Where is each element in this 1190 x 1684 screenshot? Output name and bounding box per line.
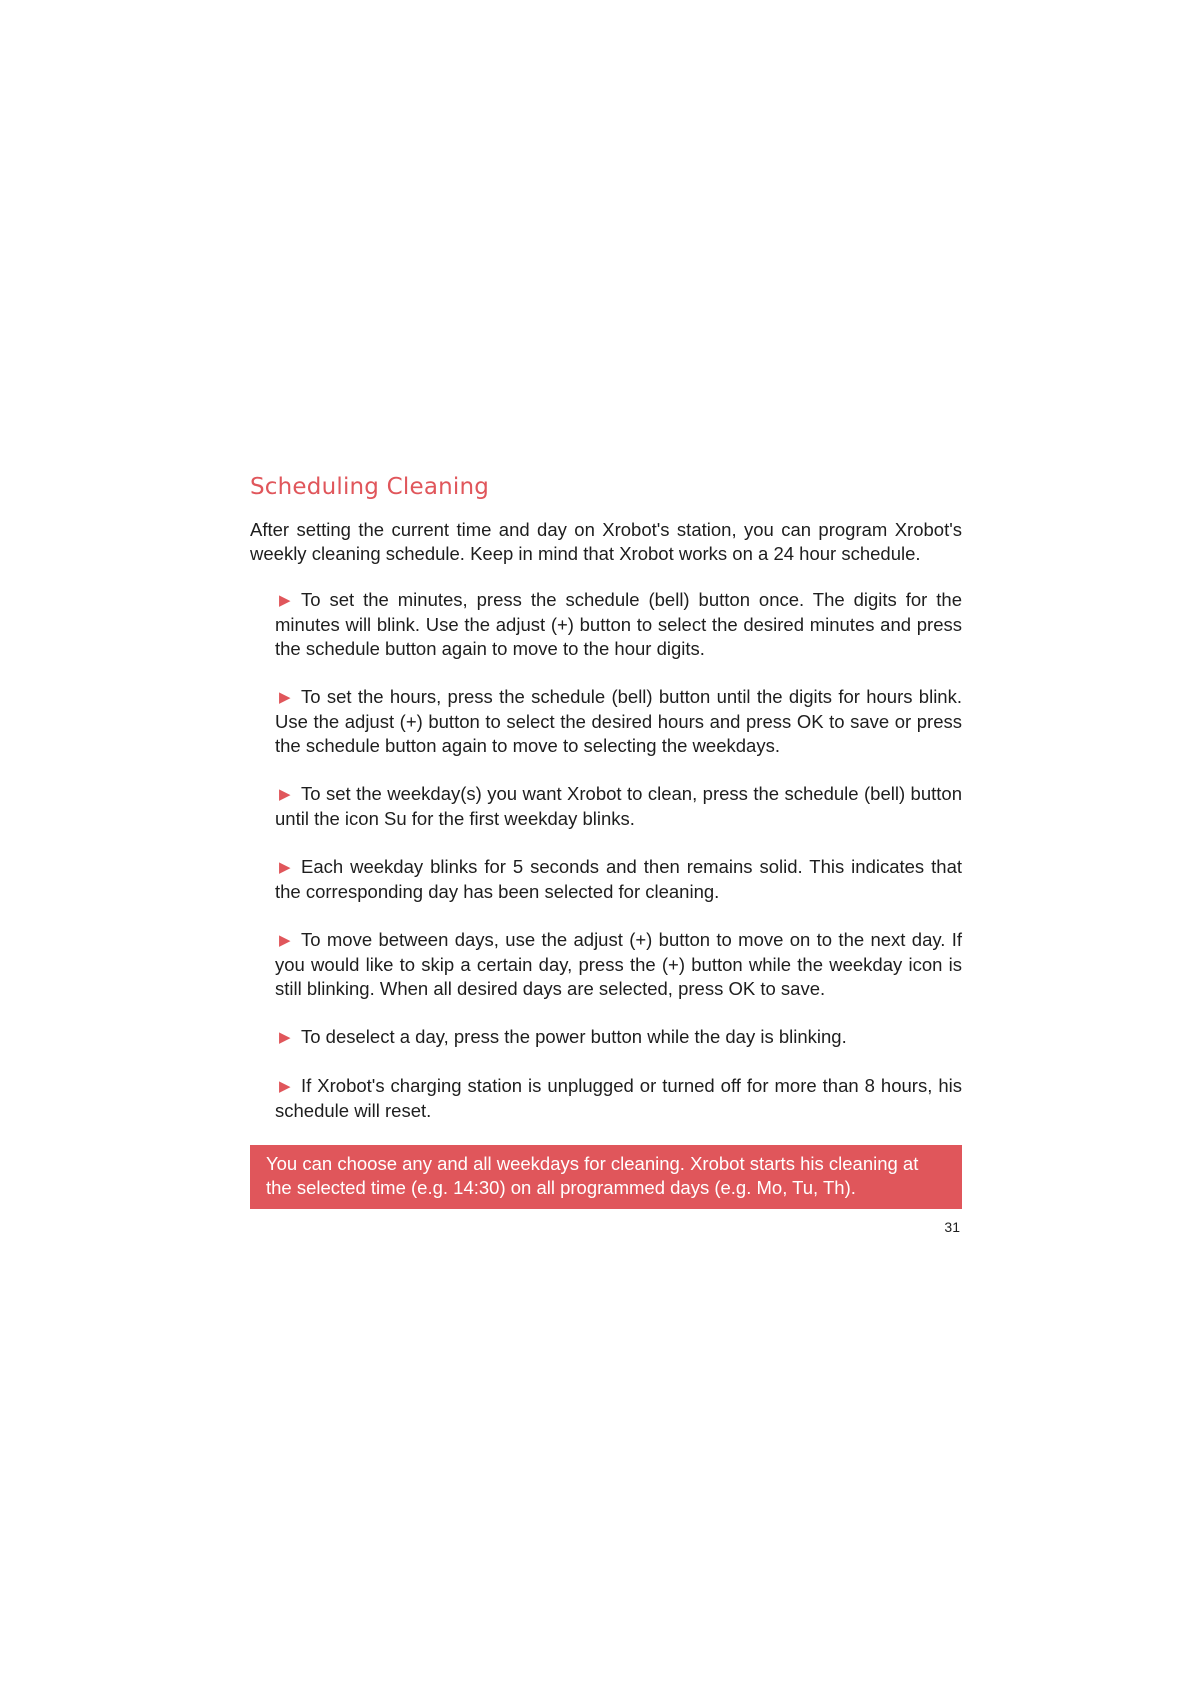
list-item <box>275 855 962 904</box>
step-text: To move between days, use the adjust (+) button to move on to the next day. If you would like to skip a certain day, press the (+) button while the weekday icon is still blinking. When all desired days are selected, press OK to save. <box>275 929 962 999</box>
page-number: 31 <box>944 1219 960 1235</box>
list-item <box>275 928 962 1001</box>
step-text: To deselect a day, press the power button while the day is blinking. <box>301 1026 847 1047</box>
list-item <box>275 782 962 831</box>
triangle-right-icon: ▶ <box>279 859 291 876</box>
section-heading: Scheduling Cleaning <box>250 474 490 500</box>
step-text: Each weekday blinks for 5 seconds and then remains solid. This indicates that the corresponding day has been selected for cleaning. <box>275 856 962 902</box>
step-text: If Xrobot's charging station is unplugged or turned off for more than 8 hours, his schedule will reset. <box>275 1075 962 1121</box>
triangle-right-icon: ▶ <box>279 1029 291 1046</box>
triangle-right-icon: ▶ <box>279 592 291 609</box>
list-item <box>275 1025 962 1050</box>
list-item <box>275 685 962 758</box>
step-text: To set the hours, press the schedule (bell) button until the digits for hours blink. Use the adjust (+) button to select the desired hours and press OK to save or press the schedule button again to move to selecting the weekdays. <box>275 686 962 756</box>
triangle-right-icon: ▶ <box>279 932 291 949</box>
triangle-right-icon: ▶ <box>279 786 291 803</box>
triangle-right-icon: ▶ <box>279 689 291 706</box>
triangle-right-icon: ▶ <box>279 1078 291 1095</box>
step-text: To set the weekday(s) you want Xrobot to clean, press the schedule (bell) button until the icon Su for the first weekday blinks. <box>275 783 962 829</box>
note-box: You can choose any and all weekdays for cleaning. Xrobot starts his cleaning at the selected time (e.g. 14:30) on all programmed days (e.g. Mo, Tu, Th). <box>250 1145 962 1209</box>
steps-list <box>250 588 962 1123</box>
list-item <box>275 588 962 661</box>
list-item <box>275 1074 962 1123</box>
intro-paragraph: After setting the current time and day on Xrobot's station, you can program Xrobot's weekly cleaning schedule. Keep in mind that Xrobot works on a 24 hour schedule. <box>250 519 962 564</box>
step-text: To set the minutes, press the schedule (bell) button once. The digits for the minutes will blink. Use the adjust (+) button to select the desired minutes and press the schedule button again to move to the hour digits. <box>275 589 962 659</box>
page-content <box>250 474 962 1235</box>
